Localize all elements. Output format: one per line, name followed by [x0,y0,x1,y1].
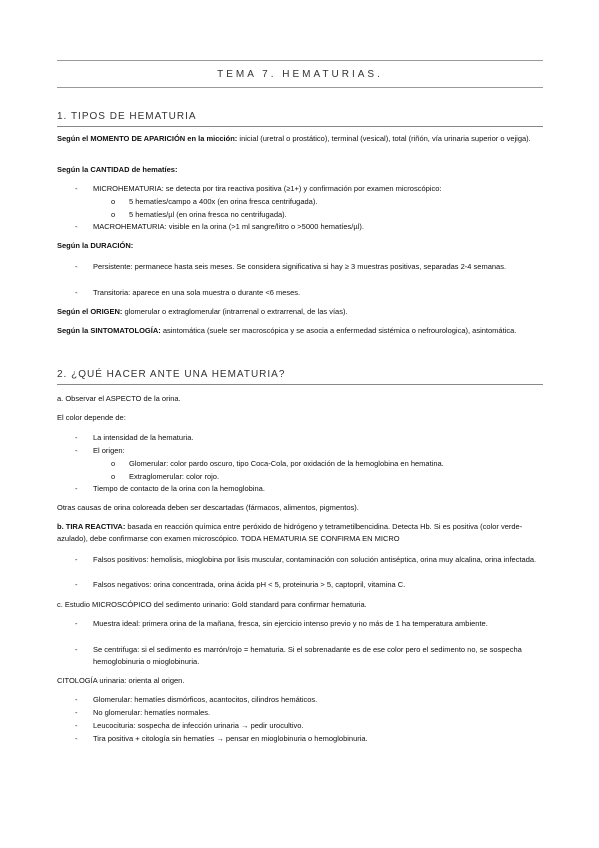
title-bottom-rule [57,87,543,88]
paragraph-lead: Según el ORIGEN: [57,307,123,316]
list-text: MACROHEMATURIA: visible en la orina (>1 ml sangre/litro o >5000 hematíes/µl). [93,222,364,231]
list-text: El origen: [93,446,125,455]
list-marker: - [75,446,78,455]
list-item [75,445,543,457]
list-text: Falsos negativos: orina concentrada, orina ácida pH < 5, proteinuria > 5, captopril, vitamina C. [93,580,406,589]
paragraph-sintomatologia [57,325,543,337]
title-top-rule [57,60,543,61]
list-item [75,644,543,668]
list-text: Tira positiva + citología sin hematíes → pensar en mioglobinuria o hemoglobinuria. [93,734,368,743]
list-text: Extraglomerular: color rojo. [129,472,220,481]
list-marker: - [75,708,78,717]
list-text: Glomerular: color pardo oscuro, tipo Coca-Cola, por oxidación de la hemoglobina en hematina. [129,459,444,468]
list-marker: o [111,210,116,219]
list-item [75,618,543,630]
list-marker: - [75,721,78,730]
paragraph-cantidad: Según la CANTIDAD de hematíes: [57,165,178,174]
paragraph-aspecto: a. Observar el ASPECTO de la orina. [57,394,181,403]
paragraph-momento [57,133,543,145]
list-text: Persistente: permanece hasta seis meses. Se considera significativa si hay ≥ 3 muestras positivas, separadas 2-4 semanas. [93,262,507,271]
list-item [75,261,543,273]
list-text: 5 hematíes/campo a 400x (en orina fresca centrifugada). [129,197,318,206]
list-item [75,287,543,299]
section-heading-1: 1. TIPOS DE HEMATURIA [57,111,197,122]
paragraph-text: basada en reacción química entre peróxido de hidrógeno y tetrametilbencidina. Detecta Hb. Si es positiva (color verde-azulado), debe confirmarse con examen microscópico. TODA HEMATURIA SE CONFIRMA EN MICRO [57,522,523,543]
list-item [75,733,543,745]
list-marker: - [75,184,78,193]
paragraph-text: inicial (uretral o prostático), terminal (vesical), total (riñón, vía urinaria superior o vejiga). [237,134,531,143]
sublist-item [111,458,531,470]
list-text: Falsos positivos: hemolisis, mioglobina por lisis muscular, contaminación con solución antiséptica, orina muy alcalina, orina infectada. [93,555,537,564]
section-underline-1 [57,126,543,127]
page-title: TEMA 7. HEMATURIAS. [217,69,383,80]
list-marker: - [75,734,78,743]
list-marker: - [75,555,78,564]
paragraph-otras-causas: Otras causas de orina coloreada deben ser descartadas (fármacos, alimentos, pigmentos). [57,503,359,512]
list-marker: - [75,222,78,231]
list-text: Glomerular: hematíes dismórficos, acantocitos, cilindros hemáticos. [93,695,318,704]
list-marker: - [75,645,78,654]
list-item [75,432,543,444]
list-marker: - [75,433,78,442]
list-text: MICROHEMATURIA: se detecta por tira reactiva positiva (≥1+) y confirmación por examen microscópico: [93,184,442,193]
section-heading-2: 2. ¿QUÉ HACER ANTE UNA HEMATURIA? [57,369,286,380]
paragraph-lead: Según la SINTOMATOLOGÍA: [57,326,161,335]
list-marker: - [75,580,78,589]
paragraph-citologia: CITOLOGÍA urinaria: orienta al origen. [57,676,185,685]
list-text: No glomerular: hematíes normales. [93,708,211,717]
list-text: 5 hematíes/µl (en orina fresca no centrifugada). [129,210,287,219]
sublist-item [111,209,531,221]
paragraph-duracion: Según la DURACIÓN: [57,241,134,250]
list-item [75,554,543,566]
paragraph-color: El color depende de: [57,413,126,422]
paragraph-tira-reactiva [57,521,543,545]
paragraph-lead: Según el MOMENTO DE APARICIÓN en la micción: [57,134,238,143]
list-text: Leucocituria: sospecha de infección urinaria → pedir urocultivo. [93,721,304,730]
list-item [75,483,543,495]
list-marker: - [75,695,78,704]
paragraph-lead: b. TIRA REACTIVA: [57,522,126,531]
list-item [75,579,543,591]
list-marker: - [75,288,78,297]
list-marker: o [111,459,116,468]
list-marker: - [75,484,78,493]
sublist-item [111,196,531,208]
list-item [75,183,543,195]
list-text: La intensidad de la hematuria. [93,433,194,442]
list-item [75,694,543,706]
list-marker: o [111,472,116,481]
list-text: Tiempo de contacto de la orina con la hemoglobina. [93,484,265,493]
list-item [75,720,543,732]
paragraph-text: glomerular o extraglomerular (intrarrenal o extrarrenal, de las vías). [122,307,348,316]
list-marker: - [75,262,78,271]
section-underline-2 [57,384,543,385]
list-item [75,707,543,719]
list-text: Transitoria: aparece en una sola muestra o durante <6 meses. [93,288,301,297]
list-marker: o [111,197,116,206]
list-text: Se centrifuga: si el sedimento es marrón/rojo = hematuria. Si el sobrenadante es de ese color pero el sedimento no, se sospecha hemoglobinuria o mioglobinuria. [93,645,522,666]
list-marker: - [75,619,78,628]
sublist-item [111,471,531,483]
paragraph-origen [57,306,543,318]
list-text: Muestra ideal: primera orina de la mañana, fresca, sin ejercicio intenso previo y no más de 1 ha temperatura ambiente. [93,619,488,628]
list-item [75,221,543,233]
paragraph-text: asintomática (suele ser macroscópica y se asocia a enfermedad sistémica o nefrourologica), asintomática. [160,326,517,335]
paragraph-microscopico: c. Estudio MICROSCÓPICO del sedimento urinario: Gold standard para confirmar hematuria. [57,600,367,609]
